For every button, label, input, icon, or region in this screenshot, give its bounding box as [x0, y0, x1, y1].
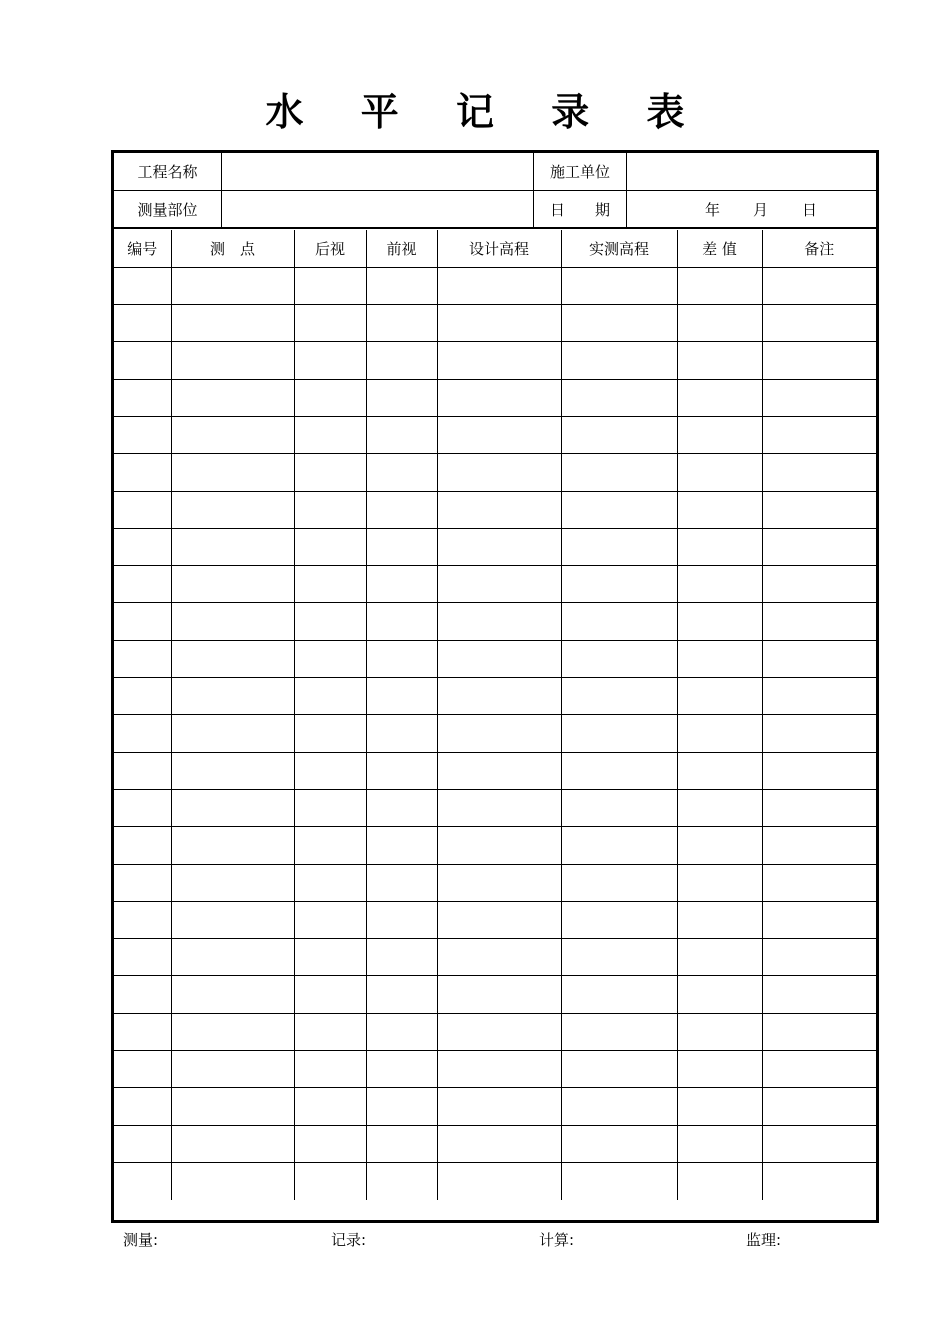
cell-point[interactable] [171, 566, 294, 603]
project-name-label: 工程名称 [137, 163, 198, 181]
cell-foresight[interactable] [366, 864, 437, 901]
table-row [114, 1013, 876, 1050]
cell-remarks[interactable] [762, 789, 876, 826]
cell-foresight[interactable] [366, 1125, 437, 1162]
cell-difference[interactable] [677, 603, 762, 640]
cell-remarks[interactable] [762, 678, 876, 715]
table-header-row [114, 230, 876, 267]
cell-design-elevation[interactable] [437, 976, 561, 1013]
cell-point[interactable] [171, 1162, 294, 1199]
table-row [114, 267, 876, 304]
cell-remarks[interactable] [762, 491, 876, 528]
cell-number[interactable] [114, 1051, 171, 1088]
cell-backsight[interactable] [294, 678, 366, 715]
cell-design-elevation[interactable] [437, 566, 561, 603]
cell-design-elevation[interactable] [437, 789, 561, 826]
cell-measured-elevation[interactable] [561, 342, 677, 379]
footer-calc: 计算: [539, 1231, 575, 1249]
col-header-foresight: 前视 [366, 230, 437, 267]
cell-remarks[interactable] [762, 305, 876, 342]
cell-measured-elevation[interactable] [561, 603, 677, 640]
cell-point[interactable] [171, 1013, 294, 1050]
cell-measured-elevation[interactable] [561, 1013, 677, 1050]
cell-backsight[interactable] [294, 267, 366, 304]
cell-number[interactable] [114, 789, 171, 826]
cell-design-elevation[interactable] [437, 305, 561, 342]
cell-number[interactable] [114, 752, 171, 789]
table-row [114, 827, 876, 864]
cell-backsight[interactable] [294, 640, 366, 677]
cell-backsight[interactable] [294, 789, 366, 826]
cell-point[interactable] [171, 976, 294, 1013]
cell-measured-elevation[interactable] [561, 454, 677, 491]
cell-difference[interactable] [677, 267, 762, 304]
cell-backsight[interactable] [294, 752, 366, 789]
cell-measured-elevation[interactable] [561, 1051, 677, 1088]
cell-remarks[interactable] [762, 715, 876, 752]
cell-point[interactable] [171, 715, 294, 752]
col-header-number: 编号 [114, 230, 171, 267]
cell-remarks[interactable] [762, 342, 876, 379]
cell-difference[interactable] [677, 379, 762, 416]
cell-number[interactable] [114, 491, 171, 528]
cell-point[interactable] [171, 1088, 294, 1125]
cell-measured-elevation[interactable] [561, 752, 677, 789]
cell-design-elevation[interactable] [437, 1051, 561, 1088]
info-row-part [114, 191, 876, 229]
table-row [114, 305, 876, 342]
cell-difference[interactable] [677, 976, 762, 1013]
cell-measured-elevation[interactable] [561, 827, 677, 864]
cell-design-elevation[interactable] [437, 678, 561, 715]
cell-measured-elevation[interactable] [561, 678, 677, 715]
cell-number[interactable] [114, 678, 171, 715]
cell-number[interactable] [114, 379, 171, 416]
cell-backsight[interactable] [294, 827, 366, 864]
col-header-measured-elevation: 实测高程 [561, 230, 677, 267]
cell-backsight[interactable] [294, 379, 366, 416]
cell-point[interactable] [171, 379, 294, 416]
col-header-point: 测 点 [171, 230, 294, 267]
cell-point[interactable] [171, 342, 294, 379]
cell-remarks[interactable] [762, 640, 876, 677]
cell-point[interactable] [171, 678, 294, 715]
cell-number[interactable] [114, 901, 171, 938]
cell-measured-elevation[interactable] [561, 1088, 677, 1125]
cell-difference[interactable] [677, 864, 762, 901]
cell-difference[interactable] [677, 901, 762, 938]
table-row [114, 566, 876, 603]
cell-remarks[interactable] [762, 976, 876, 1013]
cell-remarks[interactable] [762, 603, 876, 640]
cell-remarks[interactable] [762, 752, 876, 789]
cell-design-elevation[interactable] [437, 603, 561, 640]
col-header-difference: 差 值 [677, 230, 762, 267]
table-row [114, 528, 876, 565]
cell-measured-elevation[interactable] [561, 976, 677, 1013]
cell-design-elevation[interactable] [437, 752, 561, 789]
cell-foresight[interactable] [366, 640, 437, 677]
cell-difference[interactable] [677, 566, 762, 603]
cell-remarks[interactable] [762, 379, 876, 416]
cell-difference[interactable] [677, 1051, 762, 1088]
cell-design-elevation[interactable] [437, 901, 561, 938]
cell-design-elevation[interactable] [437, 827, 561, 864]
table-row [114, 678, 876, 715]
cell-foresight[interactable] [366, 789, 437, 826]
cell-foresight[interactable] [366, 1051, 437, 1088]
cell-design-elevation[interactable] [437, 528, 561, 565]
cell-point[interactable] [171, 1125, 294, 1162]
cell-foresight[interactable] [366, 752, 437, 789]
cell-design-elevation[interactable] [437, 864, 561, 901]
cell-backsight[interactable] [294, 1125, 366, 1162]
cell-foresight[interactable] [366, 827, 437, 864]
cell-number[interactable] [114, 640, 171, 677]
cell-foresight[interactable] [366, 491, 437, 528]
cell-number[interactable] [114, 939, 171, 976]
table-row [114, 752, 876, 789]
cell-number[interactable] [114, 342, 171, 379]
page-title: 水 平 记 录 表 [265, 90, 707, 134]
cell-backsight[interactable] [294, 416, 366, 453]
cell-point[interactable] [171, 640, 294, 677]
cell-number[interactable] [114, 267, 171, 304]
cell-design-elevation[interactable] [437, 416, 561, 453]
table-row [114, 603, 876, 640]
table-row [114, 416, 876, 453]
cell-foresight[interactable] [366, 305, 437, 342]
cell-measured-elevation[interactable] [561, 864, 677, 901]
cell-backsight[interactable] [294, 715, 366, 752]
cell-backsight[interactable] [294, 528, 366, 565]
cell-foresight[interactable] [366, 715, 437, 752]
cell-number[interactable] [114, 1125, 171, 1162]
cell-number[interactable] [114, 416, 171, 453]
cell-design-elevation[interactable] [437, 1013, 561, 1050]
date-year: 年 [705, 200, 721, 219]
cell-backsight[interactable] [294, 342, 366, 379]
footer-supervision: 监理: [746, 1231, 782, 1249]
info-row-project [114, 153, 876, 191]
cell-foresight[interactable] [366, 379, 437, 416]
col-header-remarks: 备注 [762, 230, 876, 267]
cell-remarks[interactable] [762, 939, 876, 976]
cell-remarks[interactable] [762, 566, 876, 603]
cell-measured-elevation[interactable] [561, 528, 677, 565]
cell-point[interactable] [171, 491, 294, 528]
footer-record: 记录: [331, 1231, 367, 1249]
cell-remarks[interactable] [762, 1051, 876, 1088]
cell-point[interactable] [171, 752, 294, 789]
cell-difference[interactable] [677, 528, 762, 565]
cell-design-elevation[interactable] [437, 1162, 561, 1199]
cell-remarks[interactable] [762, 454, 876, 491]
signature-footer [0, 1229, 950, 1251]
cell-difference[interactable] [677, 789, 762, 826]
cell-measured-elevation[interactable] [561, 1125, 677, 1162]
cell-difference[interactable] [677, 678, 762, 715]
cell-design-elevation[interactable] [437, 1088, 561, 1125]
cell-difference[interactable] [677, 1125, 762, 1162]
cell-remarks[interactable] [762, 827, 876, 864]
cell-foresight[interactable] [366, 678, 437, 715]
cell-number[interactable] [114, 827, 171, 864]
cell-point[interactable] [171, 939, 294, 976]
cell-backsight[interactable] [294, 305, 366, 342]
cell-design-elevation[interactable] [437, 454, 561, 491]
cell-difference[interactable] [677, 715, 762, 752]
survey-part-label: 测量部位 [137, 200, 198, 219]
cell-difference[interactable] [677, 827, 762, 864]
cell-design-elevation[interactable] [437, 715, 561, 752]
cell-measured-elevation[interactable] [561, 416, 677, 453]
cell-remarks[interactable] [762, 267, 876, 304]
cell-design-elevation[interactable] [437, 939, 561, 976]
contractor-label: 施工单位 [549, 163, 610, 181]
cell-measured-elevation[interactable] [561, 267, 677, 304]
table-row [114, 640, 876, 677]
table-row [114, 491, 876, 528]
cell-difference[interactable] [677, 491, 762, 528]
cell-foresight[interactable] [366, 1088, 437, 1125]
cell-number[interactable] [114, 1013, 171, 1050]
cell-backsight[interactable] [294, 454, 366, 491]
cell-design-elevation[interactable] [437, 491, 561, 528]
cell-foresight[interactable] [366, 416, 437, 453]
cell-foresight[interactable] [366, 528, 437, 565]
cell-backsight[interactable] [294, 603, 366, 640]
cell-backsight[interactable] [294, 491, 366, 528]
cell-point[interactable] [171, 1051, 294, 1088]
cell-difference[interactable] [677, 752, 762, 789]
cell-foresight[interactable] [366, 1162, 437, 1199]
cell-measured-elevation[interactable] [561, 305, 677, 342]
cell-foresight[interactable] [366, 1013, 437, 1050]
cell-difference[interactable] [677, 1088, 762, 1125]
cell-difference[interactable] [677, 416, 762, 453]
date-field[interactable] [627, 191, 876, 227]
cell-difference[interactable] [677, 1162, 762, 1199]
cell-point[interactable] [171, 901, 294, 938]
cell-number[interactable] [114, 1162, 171, 1199]
survey-part-field[interactable] [222, 191, 533, 227]
cell-design-elevation[interactable] [437, 267, 561, 304]
cell-remarks[interactable] [762, 1013, 876, 1050]
cell-remarks[interactable] [762, 901, 876, 938]
cell-number[interactable] [114, 976, 171, 1013]
cell-remarks[interactable] [762, 416, 876, 453]
cell-backsight[interactable] [294, 1088, 366, 1125]
cell-foresight[interactable] [366, 342, 437, 379]
table-row [114, 379, 876, 416]
date-label: 日 期 [549, 200, 610, 219]
cell-backsight[interactable] [294, 864, 366, 901]
cell-foresight[interactable] [366, 939, 437, 976]
cell-point[interactable] [171, 864, 294, 901]
cell-design-elevation[interactable] [437, 640, 561, 677]
cell-difference[interactable] [677, 939, 762, 976]
cell-backsight[interactable] [294, 1162, 366, 1199]
cell-measured-elevation[interactable] [561, 1162, 677, 1199]
cell-remarks[interactable] [762, 864, 876, 901]
cell-measured-elevation[interactable] [561, 491, 677, 528]
table-row [114, 342, 876, 379]
table-row [114, 789, 876, 826]
cell-measured-elevation[interactable] [561, 715, 677, 752]
cell-point[interactable] [171, 416, 294, 453]
col-header-design-elevation: 设计高程 [437, 230, 561, 267]
cell-foresight[interactable] [366, 901, 437, 938]
cell-foresight[interactable] [366, 603, 437, 640]
cell-backsight[interactable] [294, 939, 366, 976]
table-row [114, 976, 876, 1013]
cell-number[interactable] [114, 305, 171, 342]
cell-design-elevation[interactable] [437, 379, 561, 416]
table-row [114, 901, 876, 938]
cell-point[interactable] [171, 789, 294, 826]
cell-point[interactable] [171, 603, 294, 640]
table-row [114, 939, 876, 976]
table-row [114, 1162, 876, 1199]
cell-foresight[interactable] [366, 267, 437, 304]
cell-number[interactable] [114, 715, 171, 752]
table-row [114, 1051, 876, 1088]
cell-point[interactable] [171, 267, 294, 304]
cell-number[interactable] [114, 566, 171, 603]
table-row [114, 1125, 876, 1162]
cell-point[interactable] [171, 305, 294, 342]
cell-measured-elevation[interactable] [561, 939, 677, 976]
cell-backsight[interactable] [294, 901, 366, 938]
table-row [114, 1088, 876, 1125]
cell-difference[interactable] [677, 342, 762, 379]
cell-number[interactable] [114, 528, 171, 565]
record-sheet [111, 150, 879, 1223]
cell-difference[interactable] [677, 305, 762, 342]
col-header-backsight: 后视 [294, 230, 366, 267]
level-record-table [114, 230, 876, 1200]
cell-remarks[interactable] [762, 1125, 876, 1162]
cell-point[interactable] [171, 827, 294, 864]
cell-foresight[interactable] [366, 976, 437, 1013]
cell-number[interactable] [114, 454, 171, 491]
cell-design-elevation[interactable] [437, 1125, 561, 1162]
cell-measured-elevation[interactable] [561, 379, 677, 416]
date-month: 月 [753, 200, 769, 219]
table-row [114, 864, 876, 901]
cell-backsight[interactable] [294, 976, 366, 1013]
table-row [114, 715, 876, 752]
cell-measured-elevation[interactable] [561, 640, 677, 677]
cell-measured-elevation[interactable] [561, 789, 677, 826]
cell-remarks[interactable] [762, 1088, 876, 1125]
cell-backsight[interactable] [294, 1013, 366, 1050]
cell-point[interactable] [171, 528, 294, 565]
cell-design-elevation[interactable] [437, 342, 561, 379]
cell-foresight[interactable] [366, 566, 437, 603]
cell-backsight[interactable] [294, 566, 366, 603]
cell-difference[interactable] [677, 640, 762, 677]
cell-remarks[interactable] [762, 528, 876, 565]
cell-measured-elevation[interactable] [561, 566, 677, 603]
contractor-field[interactable] [627, 153, 876, 190]
footer-survey: 测量: [123, 1231, 159, 1249]
cell-point[interactable] [171, 454, 294, 491]
cell-number[interactable] [114, 864, 171, 901]
cell-number[interactable] [114, 1088, 171, 1125]
project-name-field[interactable] [222, 153, 533, 190]
cell-remarks[interactable] [762, 1162, 876, 1199]
cell-backsight[interactable] [294, 1051, 366, 1088]
cell-difference[interactable] [677, 1013, 762, 1050]
cell-measured-elevation[interactable] [561, 901, 677, 938]
date-day: 日 [802, 200, 818, 219]
cell-foresight[interactable] [366, 454, 437, 491]
cell-difference[interactable] [677, 454, 762, 491]
table-row [114, 454, 876, 491]
cell-number[interactable] [114, 603, 171, 640]
